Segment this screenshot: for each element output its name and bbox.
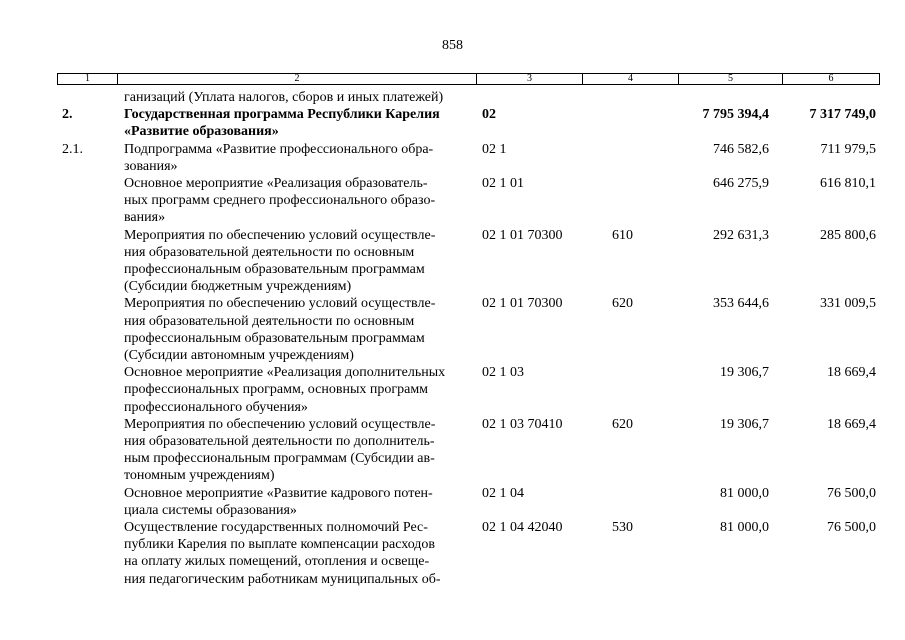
row-expense-type: 610	[612, 227, 633, 243]
row-code: 02	[482, 107, 496, 123]
row-code: 02 1 01 70300	[482, 296, 563, 312]
description-line: ния образовательной деятельности по основным	[124, 313, 415, 329]
row-amount-1: 746 582,6	[713, 141, 769, 157]
header-col-6: 6	[828, 73, 834, 84]
table-row	[0, 485, 905, 519]
row-amount-1: 19 306,7	[720, 365, 769, 381]
description-line: (Субсидии автономным учреждениям)	[124, 347, 354, 363]
table-row	[0, 141, 905, 175]
description-line: профессионального обучения»	[124, 399, 308, 415]
description-line: ных программ среднего профессионального образо-	[124, 193, 436, 209]
description-line: Государственная программа Республики Карелия	[124, 107, 440, 123]
description-line: на оплату жилых помещений, отопления и освеще-	[124, 554, 430, 570]
table-header	[57, 73, 880, 85]
description-line: Мероприятия по обеспечению условий осуществле-	[124, 227, 436, 243]
row-amount-2: 76 500,0	[827, 519, 876, 535]
description-line: «Развитие образования»	[124, 124, 279, 140]
row-code: 02 1 01	[482, 175, 524, 191]
row-amount-1: 646 275,9	[713, 175, 769, 191]
row-amount-2: 285 800,6	[820, 227, 876, 243]
row-amount-1: 7 795 394,4	[702, 107, 769, 123]
table-row	[0, 227, 905, 296]
row-expense-type: 620	[612, 416, 633, 432]
description-line: профессиональных программ, основных программ	[124, 382, 429, 398]
description-line: ганизаций (Уплата налогов, сборов и иных платежей)	[124, 90, 444, 105]
header-col-2: 2	[118, 74, 477, 84]
row-code: 02 1 03 70410	[482, 416, 563, 432]
header-col-5: 5	[679, 74, 783, 84]
row-amount-2: 711 979,5	[820, 141, 876, 157]
description-line: тономным учреждениям)	[124, 468, 275, 484]
row-amount-1: 81 000,0	[720, 485, 769, 501]
description-line: ния педагогическим работникам муниципальных об-	[124, 571, 441, 587]
row-number: 2.	[62, 107, 73, 123]
description-line: публики Карелия по выплате компенсации расходов	[124, 537, 436, 553]
row-description	[124, 295, 474, 364]
row-description	[124, 519, 474, 588]
row-description	[124, 175, 474, 227]
description-line: ным профессиональным программам (Субсидии ав-	[124, 451, 435, 467]
row-amount-2: 616 810,1	[820, 175, 876, 191]
row-description	[124, 89, 474, 106]
row-description	[124, 485, 474, 519]
row-expense-type: 530	[612, 519, 633, 535]
description-line: Подпрограмма «Развитие профессионального обра-	[124, 141, 434, 157]
row-amount-2: 18 669,4	[827, 416, 876, 432]
table-row	[0, 416, 905, 485]
description-line: Осуществление государственных полномочий Рес-	[124, 519, 428, 535]
table-row	[0, 364, 905, 416]
row-amount-1: 19 306,7	[720, 416, 769, 432]
row-code: 02 1 04 42040	[482, 519, 563, 535]
table-row	[0, 106, 905, 140]
table-row	[0, 175, 905, 227]
description-line: Основное мероприятие «Реализация образователь-	[124, 175, 428, 191]
row-description	[124, 416, 474, 485]
description-line: Основное мероприятие «Развитие кадрового потен-	[124, 485, 433, 501]
description-line: профессиональным образовательным программам	[124, 330, 425, 346]
row-description	[124, 141, 474, 175]
table-body	[0, 89, 905, 588]
page-number: 858	[442, 38, 463, 53]
description-line: Основное мероприятие «Реализация дополнительных	[124, 365, 446, 381]
row-amount-2: 331 009,5	[820, 296, 876, 312]
description-line: ния образовательной деятельности по дополнитель-	[124, 433, 435, 449]
row-code: 02 1 04	[482, 485, 524, 501]
table-row	[0, 519, 905, 588]
table-row	[0, 295, 905, 364]
row-number: 2.1.	[62, 141, 83, 157]
row-amount-1: 353 644,6	[713, 296, 769, 312]
description-line: циала системы образования»	[124, 502, 297, 518]
row-description	[124, 227, 474, 296]
header-col-4: 4	[583, 74, 679, 84]
row-description	[124, 364, 474, 416]
row-amount-1: 292 631,3	[713, 227, 769, 243]
table-row	[0, 89, 905, 106]
description-line: зования»	[124, 158, 178, 174]
description-line: Мероприятия по обеспечению условий осуществле-	[124, 296, 436, 312]
description-line: (Субсидии бюджетным учреждениям)	[124, 279, 352, 295]
header-col-3: 3	[477, 74, 583, 84]
row-code: 02 1	[482, 141, 507, 157]
row-expense-type: 620	[612, 296, 633, 312]
row-amount-2: 76 500,0	[827, 485, 876, 501]
row-description	[124, 106, 474, 140]
row-code: 02 1 01 70300	[482, 227, 563, 243]
description-line: профессиональным образовательным программам	[124, 261, 425, 277]
row-code: 02 1 03	[482, 365, 524, 381]
row-amount-2: 18 669,4	[827, 365, 876, 381]
row-amount-1: 81 000,0	[720, 519, 769, 535]
description-line: Мероприятия по обеспечению условий осуществле-	[124, 416, 436, 432]
row-amount-2: 7 317 749,0	[809, 107, 876, 123]
header-col-1: 1	[58, 74, 118, 84]
description-line: ния образовательной деятельности по основным	[124, 244, 415, 260]
description-line: вания»	[124, 210, 166, 226]
